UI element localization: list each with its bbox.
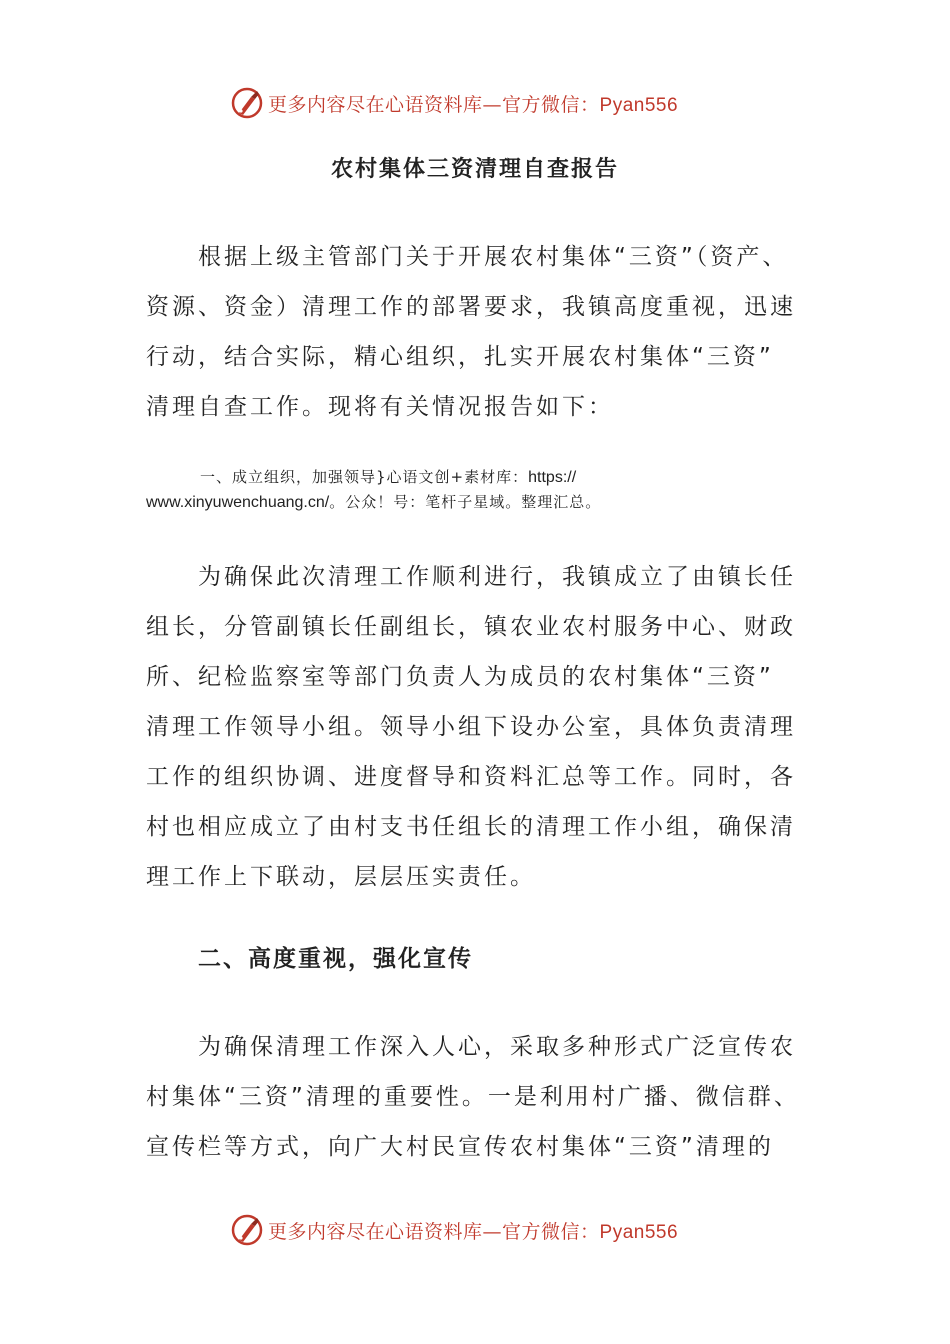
url-part: www.xinyuwenchuang.cn/ [146,494,330,511]
document-title: 农村集体三资清理自查报告 [330,157,619,182]
pen-nib-logo-icon [230,86,264,120]
section1-heading [146,465,806,515]
text-line: 工作的组织协调、进度督导和资料汇总等工作。同时，各 [146,764,796,790]
pen-nib-logo-icon [230,1213,264,1247]
footer-banner [230,1212,750,1248]
text-line: 村集体“三资”清理的重要性。一是利用村广播、微信群、 [146,1084,800,1110]
text-line: 所、纪检监察室等部门负责人为成员的农村集体“三资” [146,664,774,690]
text-line: 为确保此次清理工作顺利进行，我镇成立了由镇长任 [198,564,796,590]
wechat-id: Pyan556 [599,1221,679,1243]
intro-paragraph [146,232,806,432]
text-line: 宣传栏等方式，向广大村民宣传农村集体“三资”清理的 [146,1134,774,1160]
header-banner [230,85,750,121]
text-line: 清理工作领导小组。领导小组下设办公室，具体负责清理 [146,714,796,740]
text-line: 资源、资金）清理工作的部署要求，我镇高度重视，迅速 [146,294,796,320]
text-line: 一、成立组织，加强领导}心语文创+素材库：https:// [200,468,577,486]
text-line: 为确保清理工作深入人心，采取多种形式广泛宣传农 [198,1034,796,1060]
text-line: 村也相应成立了由村支书任组长的清理工作小组，确保清 [146,814,796,840]
text-line: 理工作上下联动，层层压实责任。 [146,864,536,890]
text-line: 行动，结合实际，精心组织，扎实开展农村集体“三资” [146,344,774,370]
banner-text: 更多内容尽在心语资料库—官方微信：Pyan556 [268,1220,679,1243]
text-line: 清理自查工作。现将有关情况报告如下： [146,394,614,420]
section1-paragraph [146,552,806,902]
wechat-id: Pyan556 [599,94,679,116]
text-line: 根据上级主管部门关于开展农村集体“三资”（资产、 [198,244,789,270]
banner-text: 更多内容尽在心语资料库—官方微信：Pyan556 [268,93,679,116]
url-part: https:// [528,469,577,486]
section2-paragraph [146,1022,806,1172]
text-line: 组长，分管副镇长任副组长，镇农业农村服务中心、财政 [146,614,796,640]
section2-heading: 二、高度重视，强化宣传 [198,946,473,972]
text-line: www.xinyuwenchuang.cn/。公众！号：笔杆子星域。整理汇总。 [146,493,602,511]
